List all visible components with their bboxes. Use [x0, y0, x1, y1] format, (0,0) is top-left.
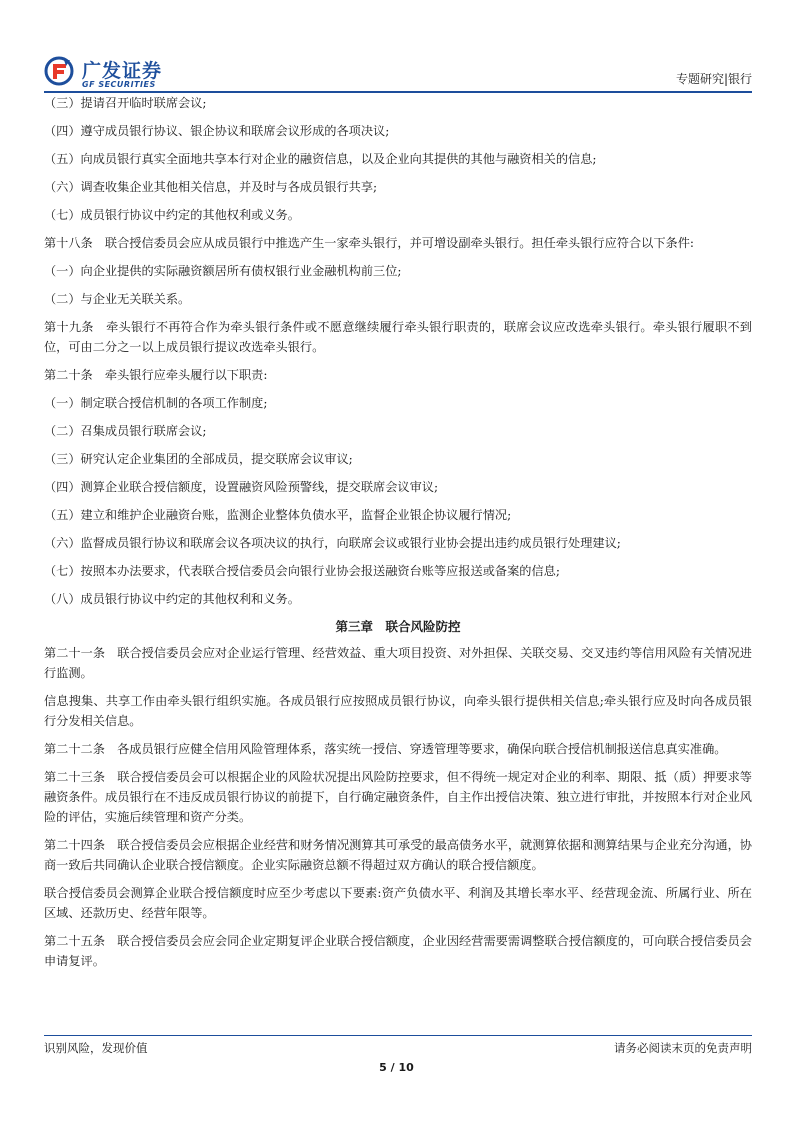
- paragraph: （七）按照本办法要求，代表联合授信委员会向银行业协会报送融资台账等应报送或备案的信息;: [44, 564, 560, 578]
- paragraph: （七）成员银行协议中约定的其他权利或义务。: [44, 208, 300, 222]
- chapter-heading: 第三章 联合风险防控: [335, 619, 461, 634]
- paragraph: 第二十一条 联合授信委员会应对企业运行管理、经营效益、重大项目投资、对外担保、关联交易、交叉违约等信用风险有关情况进行监测。: [44, 646, 752, 680]
- page-number: 5 / 10: [379, 1061, 414, 1074]
- footer-divider: [44, 1035, 752, 1036]
- document-body: [44, 93, 752, 979]
- footer-disclaimer-note: 请务必阅读末页的免责声明: [614, 1041, 752, 1055]
- paragraph: 信息搜集、共享工作由牵头银行组织实施。各成员银行应按照成员银行协议，向牵头银行提供相关信息;牵头银行应及时向各成员银行分发相关信息。: [44, 694, 752, 728]
- paragraph: 第十九条 牵头银行不再符合作为牵头银行条件或不愿意继续履行牵头银行职责的，联席会议应改选牵头银行。牵头银行履职不到位，可由二分之一以上成员银行提议改选牵头银行。: [44, 320, 752, 354]
- paragraph: 第二十三条 联合授信委员会可以根据企业的风险状况提出风险防控要求，但不得统一规定对企业的利率、期限、抵（质）押要求等融资条件。成员银行在不违反成员银行协议的前提下，自行确定融资条件，自主作出授信决策、独立进行审批，并按照本行对企业风险的评估，实施后续管理和资产分类。: [44, 770, 752, 824]
- paragraph: （四）遵守成员银行协议、银企协议和联席会议形成的各项决议;: [44, 124, 390, 138]
- paragraph: （四）测算企业联合授信额度，设置融资风险预警线，提交联席会议审议;: [44, 480, 439, 494]
- paragraph: 第二十二条 各成员银行应健全信用风险管理体系，落实统一授信、穿透管理等要求，确保向联合授信机制报送信息真实准确。: [44, 742, 727, 756]
- paragraph: 联合授信委员会测算企业联合授信额度时应至少考虑以下要素:资产负债水平、利润及其增长率水平、经营现金流、所属行业、所在区域、还款历史、经营年限等。: [44, 886, 752, 920]
- paragraph: 第二十条 牵头银行应牵头履行以下职责:: [44, 368, 268, 382]
- paragraph: 第二十五条 联合授信委员会应会同企业定期复评企业联合授信额度，企业因经营需要需调整联合授信额度的，可向联合授信委员会申请复评。: [44, 934, 752, 968]
- paragraph: （八）成员银行协议中约定的其他权利和义务。: [44, 592, 300, 606]
- logo-chinese-name: 广发证券: [82, 60, 163, 82]
- paragraph: （五）向成员银行真实全面地共享本行对企业的融资信息，以及企业向其提供的其他与融资相关的信息;: [44, 152, 597, 166]
- paragraph: （六）监督成员银行协议和联席会议各项决议的执行，向联席会议或银行业协会提出违约成员银行处理建议;: [44, 536, 621, 550]
- paragraph: （五）建立和维护企业融资台账，监测企业整体负债水平，监督企业银企协议履行情况;: [44, 508, 512, 522]
- page-header: [44, 54, 752, 94]
- report-section-label: 专题研究|银行: [675, 72, 752, 86]
- paragraph: （三）提请召开临时联席会议;: [44, 96, 207, 110]
- paragraph: （六）调查收集企业其他相关信息，并及时与各成员银行共享;: [44, 180, 378, 194]
- gf-logo-icon: [44, 56, 74, 86]
- paragraph: （三）研究认定企业集团的全部成员，提交联席会议审议;: [44, 452, 353, 466]
- logo-english-name: GF SECURITIES: [82, 80, 156, 89]
- paragraph: （一）向企业提供的实际融资额居所有债权银行业金融机构前三位;: [44, 264, 402, 278]
- paragraph: （二）与企业无关联关系。: [44, 292, 191, 306]
- footer-slogan: 识别风险，发现价值: [44, 1041, 148, 1055]
- paragraph: 第二十四条 联合授信委员会应根据企业经营和财务情况测算其可承受的最高债务水平，就测算依据和测算结果与企业充分沟通，协商一致后共同确认企业联合授信额度。企业实际融资总额不得超过双方确认的联合授信额度。: [44, 838, 752, 872]
- paragraph: 第十八条 联合授信委员会应从成员银行中推选产生一家牵头银行，并可增设副牵头银行。担任牵头银行应符合以下条件:: [44, 236, 695, 250]
- paragraph: （一）制定联合授信机制的各项工作制度;: [44, 396, 268, 410]
- paragraph: （二）召集成员银行联席会议;: [44, 424, 207, 438]
